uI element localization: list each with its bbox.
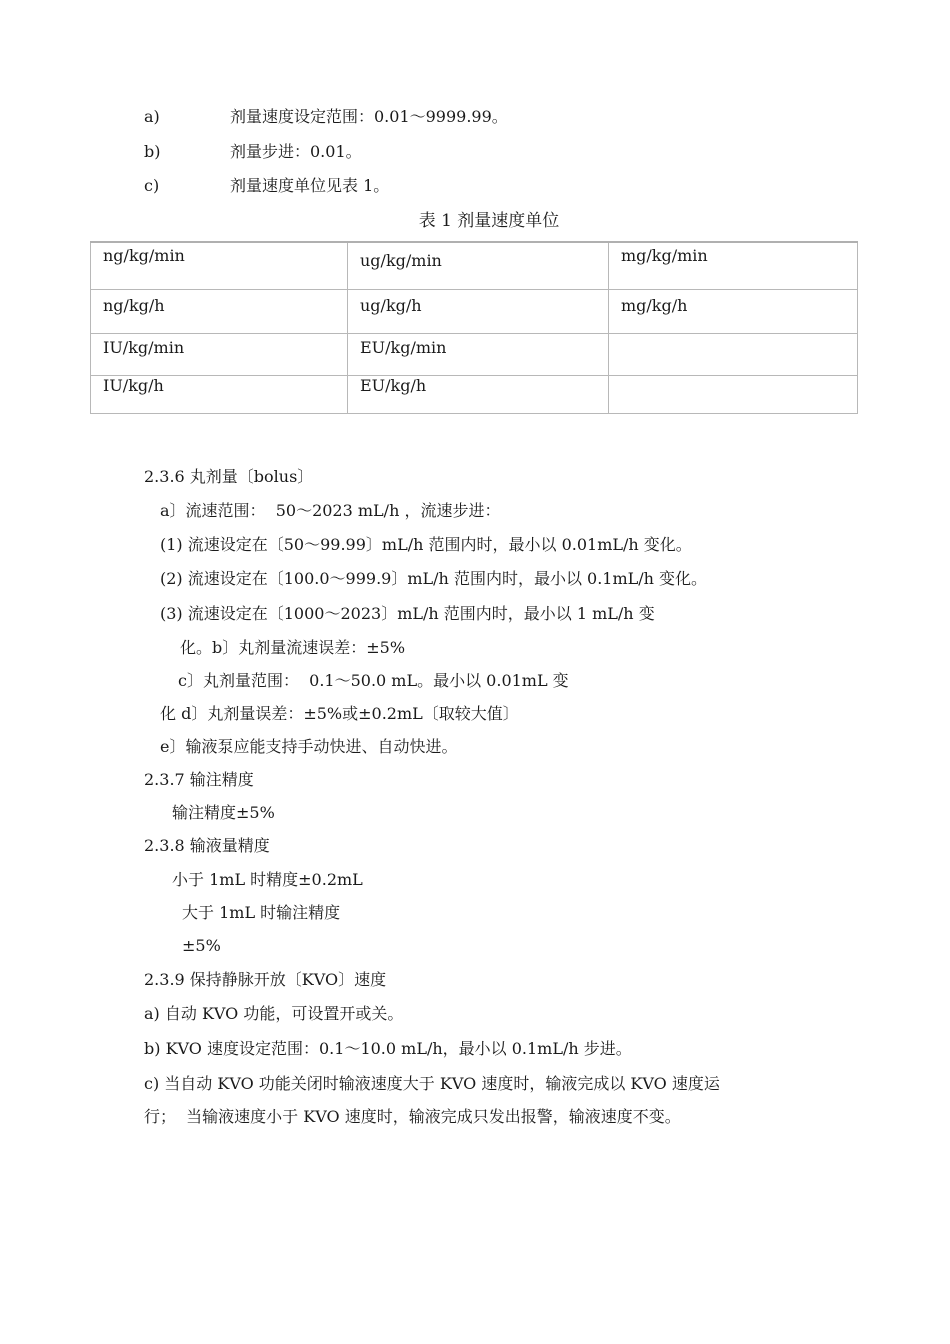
paragraph-line: 小于 1mL 时精度±0.2mL <box>172 870 363 889</box>
paragraph-line: b) KVO 速度设定范围：0.1～10.0 mL/h，最小以 0.1mL/h 步进。 <box>144 1039 632 1058</box>
table-cell: mg/kg/h <box>609 290 858 334</box>
intro-item-text: 剂量步进：0.01。 <box>230 142 362 161</box>
table-cell: IU/kg/h <box>91 376 348 414</box>
table-row <box>91 376 858 414</box>
table-row <box>91 290 858 334</box>
paragraph-line: 化 d〕丸剂量误差：±5%或±0.2mL〔取较大值〕 <box>160 704 519 723</box>
paragraph-line: 输注精度±5% <box>172 803 275 822</box>
table-row <box>91 242 858 290</box>
table-cell: EU/kg/min <box>348 334 609 376</box>
table-cell: ug/kg/h <box>348 290 609 334</box>
paragraph-line: (2) 流速设定在〔100.0～999.9〕mL/h 范围内时，最小以 0.1mL/h 变化。 <box>160 569 708 588</box>
section-heading-bolus: 2.3.6 丸剂量〔bolus〕 <box>144 467 314 486</box>
table-cell <box>609 334 858 376</box>
intro-item-text: 剂量速度单位见表 1。 <box>230 176 390 195</box>
paragraph-line: e〕输液泵应能支持手动快进、自动快进。 <box>160 737 458 756</box>
paragraph-line: c) 当自动 KVO 功能关闭时输液速度大于 KVO 速度时，输液完成以 KVO 速度运 <box>144 1074 720 1093</box>
section-heading-volume-accuracy: 2.3.8 输液量精度 <box>144 836 270 855</box>
intro-item-label: c) <box>144 176 160 195</box>
intro-item-label: a) <box>144 107 160 126</box>
table-cell: EU/kg/h <box>348 376 609 414</box>
paragraph-line: 大于 1mL 时输注精度 <box>182 903 341 922</box>
paragraph-line: 行； 当输液速度小于 KVO 速度时，输液完成只发出报警，输液速度不变。 <box>144 1107 681 1126</box>
table-caption: 表 1 剂量速度单位 <box>418 211 560 231</box>
table-cell: ug/kg/min <box>348 242 609 290</box>
table-cell: IU/kg/min <box>91 334 348 376</box>
table-cell: mg/kg/min <box>609 242 858 290</box>
dose-rate-units-table <box>90 241 858 414</box>
table-cell <box>609 376 858 414</box>
intro-item-text: 剂量速度设定范围：0.01～9999.99。 <box>230 107 508 126</box>
section-heading-kvo: 2.3.9 保持静脉开放〔KVO〕速度 <box>144 970 387 989</box>
paragraph-line: 化。b〕丸剂量流速误差：±5% <box>180 638 406 657</box>
paragraph-line: (1) 流速设定在〔50～99.99〕mL/h 范围内时，最小以 0.01mL/h 变化。 <box>160 535 692 554</box>
table-cell: ng/kg/h <box>91 290 348 334</box>
section-heading-infusion-accuracy: 2.3.7 输注精度 <box>144 770 254 789</box>
paragraph-line: ±5% <box>182 936 221 955</box>
paragraph-line: a) 自动 KVO 功能，可设置开或关。 <box>144 1004 404 1023</box>
table-row <box>91 334 858 376</box>
paragraph-line: (3) 流速设定在〔1000～2023〕mL/h 范围内时，最小以 1 mL/h 变 <box>160 604 655 623</box>
table-cell: ng/kg/min <box>91 242 348 290</box>
intro-item-label: b) <box>144 142 161 161</box>
paragraph-line: c〕丸剂量范围： 0.1～50.0 mL。最小以 0.01mL 变 <box>178 671 569 690</box>
paragraph-line: a〕流速范围： 50～2023 mL/h ，流速步进： <box>160 501 501 520</box>
